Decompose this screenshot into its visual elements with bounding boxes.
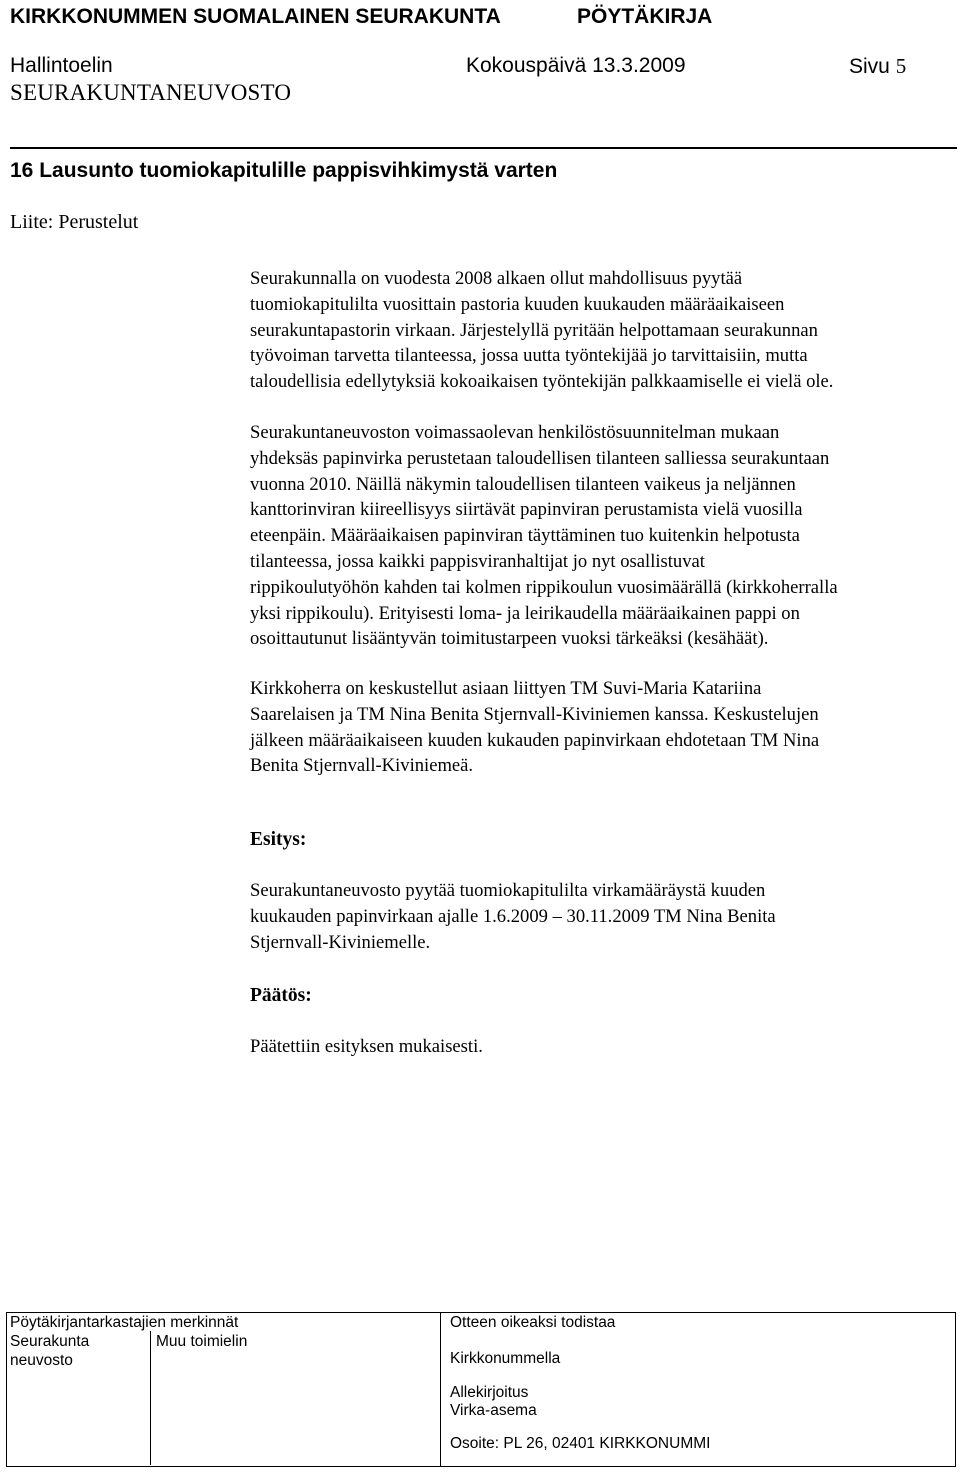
department: Hallintoelin — [10, 54, 113, 77]
text-line: Saarelaisen ja TM Nina Benita Stjernvall-Kiviniemen kanssa. Keskustelujen — [250, 703, 819, 725]
text-line: Stjernvall-Kiviniemelle. — [250, 931, 431, 953]
text-line: yhdeksäs papinvirka perustetaan taloudellisen tilanteen salliessa seurakuntaan — [250, 447, 830, 469]
footer-signature: Allekirjoitus — [450, 1384, 529, 1401]
page-indicator — [849, 54, 906, 79]
text-line: vuonna 2010. Näillä näkymin taloudellisen tilanteen vaikeus ja neljännen — [250, 473, 796, 495]
paragraph-background — [250, 266, 950, 395]
text-line: Benita Stjernvall-Kiviniemeä. — [250, 755, 474, 777]
footer-city: Kirkkonummella — [450, 1350, 561, 1367]
paragraph-staffing-plan — [250, 420, 950, 652]
footer-council-label-2: neuvosto — [10, 1352, 73, 1369]
text-line: rippikoulutyöhön kahden tai kolmen rippikoulun vuosimäärällä (kirkkoherralla — [250, 576, 838, 598]
attachment-note: Liite: Perustelut — [10, 211, 139, 233]
text-line: tuomiokapitulilta vuosittain pastoria kuuden kuukauden määräaikaiseen — [250, 293, 785, 315]
proposal-text — [250, 878, 950, 955]
organization-name: KIRKKONUMMEN SUOMALAINEN SEURAKUNTA — [10, 5, 501, 28]
decision-label: Päätös: — [250, 985, 312, 1006]
footer-council-label: Seurakunta — [10, 1333, 90, 1350]
text-line: työvoiman tarvetta tilanteessa, jossa uutta työntekijää jo tarvittaisiin, mutta — [250, 345, 808, 367]
text-line: kuukauden papinvirkaan ajalle 1.6.2009 – 30.11.2009 TM Nina Benita — [250, 905, 776, 927]
page-label: Sivu — [849, 55, 890, 78]
meeting-date: Kokouspäivä 13.3.2009 — [466, 54, 686, 77]
footer-column-divider — [150, 1331, 151, 1465]
text-line: tilanteessa, jossa kaikki pappisviranhaltijat jo nyt osallistuvat — [250, 550, 705, 572]
text-line: seurakuntapastorin virkaan. Järjestelyllä pyritään helpottamaan seurakunnan — [250, 319, 818, 341]
text-line: yksi rippikoulu). Erityisesti loma- ja leirikaudella määräaikainen pappi on — [250, 602, 800, 624]
footer-certified-copy: Otteen oikeaksi todistaa — [450, 1314, 616, 1331]
text-line: Seurakuntaneuvoston voimassaolevan henkilöstösuunnitelman mukaan — [250, 422, 780, 443]
proposal-label: Esitys: — [250, 829, 307, 850]
header-divider — [10, 147, 957, 149]
text-line: osoittautunut lisääntyvän toimitustarpeen vuoksi tärkeäksi (kesähäät). — [250, 628, 769, 650]
paragraph-candidates — [250, 676, 950, 779]
section-title: 16 Lausunto tuomiokapitulille pappisvihkimystä varten — [10, 159, 558, 182]
page-number: 5 — [895, 54, 907, 78]
text-line: Kirkkoherra on keskustellut asiaan liittyen TM Suvi-Maria Katariina — [250, 678, 762, 699]
text-line: Seurakuntaneuvosto pyytää tuomiokapitulilta virkamääräystä kuuden — [250, 880, 766, 901]
text-line: taloudellisia edellytyksiä kokoaikaisen työntekijän palkkaamiselle ei vielä ole. — [250, 371, 834, 393]
footer-divider — [440, 1312, 441, 1467]
text-line: Seurakunnalla on vuodesta 2008 alkaen ollut mahdollisuus pyytää — [250, 268, 743, 289]
text-line: Päätettiin esityksen mukaisesti. — [250, 1036, 483, 1057]
governing-body: SEURAKUNTANEUVOSTO — [10, 80, 292, 105]
footer-address: Osoite: PL 26, 02401 KIRKKONUMMI — [450, 1435, 711, 1452]
text-line: kanttorinviran kiireellisyys siirtävät papinviran perustamista vielä vuosilla — [250, 499, 803, 521]
footer-position: Virka-asema — [450, 1402, 537, 1419]
text-line: jälkeen määräaikaiseen kuuden kukauden papinvirkaan ehdotetaan TM Nina — [250, 729, 820, 751]
footer-notes-heading: Pöytäkirjantarkastajien merkinnät — [10, 1314, 239, 1331]
footer-other-body-label: Muu toimielin — [156, 1333, 248, 1350]
text-line: eteenpäin. Määräaikaisen papinviran täyttäminen tuo kuitenkin helpotusta — [250, 525, 800, 547]
document-type: PÖYTÄKIRJA — [577, 5, 713, 28]
decision-text — [250, 1034, 950, 1060]
